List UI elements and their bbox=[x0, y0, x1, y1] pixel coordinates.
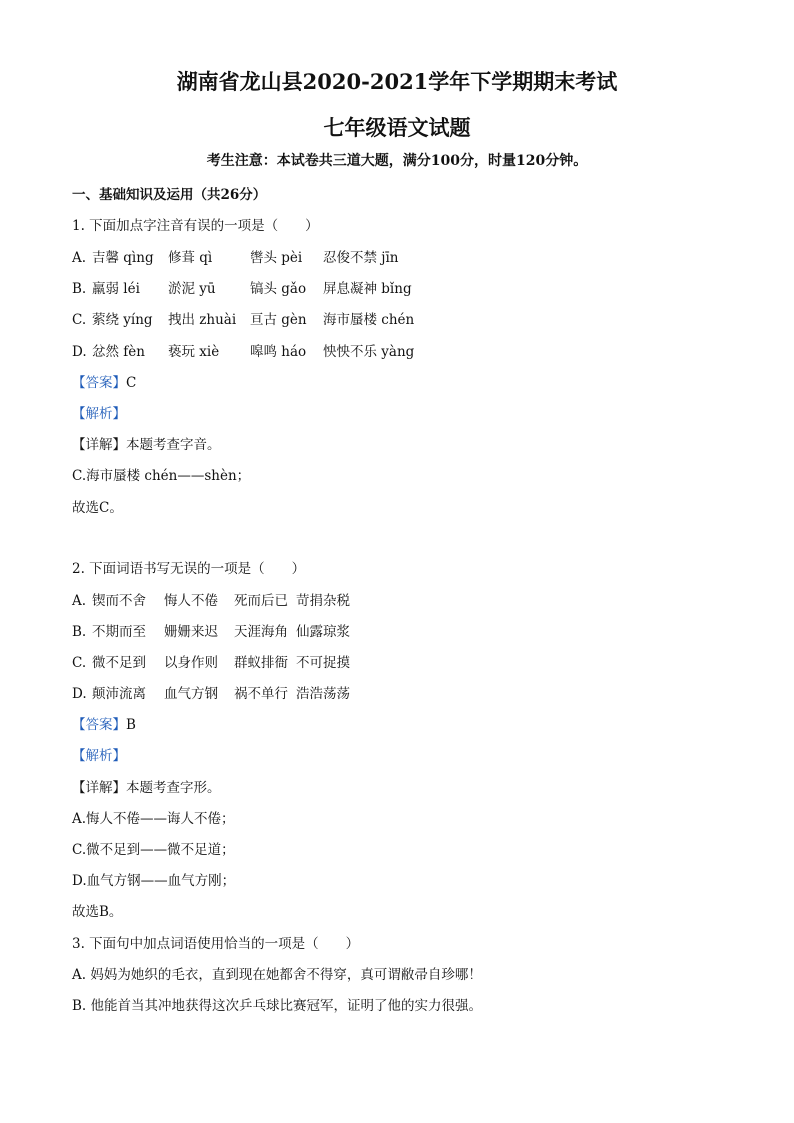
answer-value: C bbox=[126, 375, 137, 391]
option-item: 以身作则 bbox=[164, 655, 218, 671]
option-item: 嗥鸣 háo bbox=[250, 344, 307, 360]
option-item: 淤泥 yū bbox=[168, 281, 216, 297]
section-heading: 一、基础知识及运用（共26分） bbox=[72, 187, 267, 203]
option-item: 仙露琼浆 bbox=[296, 624, 350, 640]
q2-option-d bbox=[72, 682, 350, 702]
question-1-stem: 1. 下面加点字注音有误的一项是（ ） bbox=[72, 218, 319, 234]
q2-option-c bbox=[72, 651, 350, 671]
option-item: 亘古 gèn bbox=[250, 312, 307, 328]
exam-title: 湖南省龙山县2020-2021学年下学期期末考试 bbox=[176, 69, 618, 94]
option-item: 锲而不舍 bbox=[92, 593, 146, 609]
q2-analysis-label: 【解析】 bbox=[72, 748, 126, 764]
option-item: 怏怏不乐 yàng bbox=[323, 344, 415, 360]
exam-notice: 考生注意：本试卷共三道大题，满分100分，时量120分钟。 bbox=[206, 153, 588, 169]
q1-conclusion: 故选C。 bbox=[72, 500, 123, 516]
q2-option-b bbox=[72, 620, 350, 640]
option-item: 群蚁排衙 bbox=[234, 655, 288, 671]
q1-option-d bbox=[72, 340, 414, 360]
q2-conclusion: 故选B。 bbox=[72, 904, 123, 920]
option-letter: A. bbox=[72, 593, 87, 609]
q1-option-a bbox=[72, 246, 399, 266]
option-letter: B. bbox=[72, 281, 87, 297]
question-2-stem: 2. 下面词语书写无误的一项是（ ） bbox=[72, 561, 306, 577]
answer-label: 【答案】 bbox=[72, 375, 126, 391]
option-item: 颠沛流离 bbox=[92, 686, 146, 702]
q2-answer bbox=[72, 713, 136, 733]
option-item: 镐头 gǎo bbox=[250, 281, 307, 297]
question-3-stem: 3. 下面句中加点词语使用恰当的一项是（ ） bbox=[72, 936, 360, 952]
answer-value: B bbox=[126, 717, 136, 733]
option-item: 微不足到 bbox=[92, 655, 146, 671]
q1-analysis-label: 【解析】 bbox=[72, 406, 126, 422]
option-item: 海市蜃楼 chén bbox=[323, 312, 415, 328]
option-item: 苛捐杂税 bbox=[296, 593, 350, 609]
option-letter: C. bbox=[72, 312, 87, 328]
q1-explain-1: C.海市蜃楼 chén——shèn； bbox=[72, 468, 251, 484]
option-item: 萦绕 yíng bbox=[92, 312, 153, 328]
option-letter: D. bbox=[72, 344, 87, 360]
option-item: 修葺 qì bbox=[168, 250, 213, 266]
option-letter: B. bbox=[72, 624, 87, 640]
option-letter: D. bbox=[72, 686, 87, 702]
option-item: 辔头 pèi bbox=[250, 250, 303, 266]
option-letter: A. bbox=[72, 250, 87, 266]
q2-explain-2: C.微不足到——微不足道； bbox=[72, 842, 235, 858]
q2-explain-1: A.悔人不倦——诲人不倦； bbox=[72, 811, 235, 827]
option-item: 不期而至 bbox=[92, 624, 146, 640]
q2-option-a bbox=[72, 589, 350, 609]
option-item: 血气方钢 bbox=[164, 686, 218, 702]
q1-answer bbox=[72, 371, 136, 391]
option-item: 浩浩荡荡 bbox=[296, 686, 350, 702]
q1-option-c bbox=[72, 308, 414, 328]
option-item: 吉馨 qìng bbox=[92, 250, 154, 266]
option-item: 羸弱 léi bbox=[92, 281, 140, 297]
option-item: 不可捉摸 bbox=[296, 655, 350, 671]
option-item: 姗姗来迟 bbox=[164, 624, 218, 640]
option-item: 死而后已 bbox=[234, 593, 288, 609]
q2-explain-3: D.血气方钢——血气方刚； bbox=[72, 873, 236, 889]
exam-subtitle: 七年级语文试题 bbox=[323, 115, 471, 140]
q1-detail: 【详解】本题考查字音。 bbox=[72, 437, 221, 453]
q2-detail: 【详解】本题考查字形。 bbox=[72, 780, 221, 796]
option-letter: C. bbox=[72, 655, 87, 671]
q3-option-b: B. 他能首当其冲地获得这次乒乓球比赛冠军，证明了他的实力很强。 bbox=[72, 998, 483, 1014]
option-item: 忿然 fèn bbox=[92, 344, 145, 360]
option-item: 拽出 zhuài bbox=[168, 312, 237, 328]
q1-option-b bbox=[72, 277, 412, 297]
answer-label: 【答案】 bbox=[72, 717, 126, 733]
q3-option-a: A. 妈妈为她织的毛衣，直到现在她都舍不得穿，真可谓敝帚自珍哪！ bbox=[72, 967, 482, 983]
option-item: 忍俊不禁 jīn bbox=[323, 250, 399, 266]
option-item: 天涯海角 bbox=[234, 624, 288, 640]
option-item: 屏息凝神 bǐng bbox=[323, 281, 412, 297]
option-item: 亵玩 xiè bbox=[168, 344, 220, 360]
option-item: 祸不单行 bbox=[234, 686, 288, 702]
option-item: 悔人不倦 bbox=[164, 593, 218, 609]
